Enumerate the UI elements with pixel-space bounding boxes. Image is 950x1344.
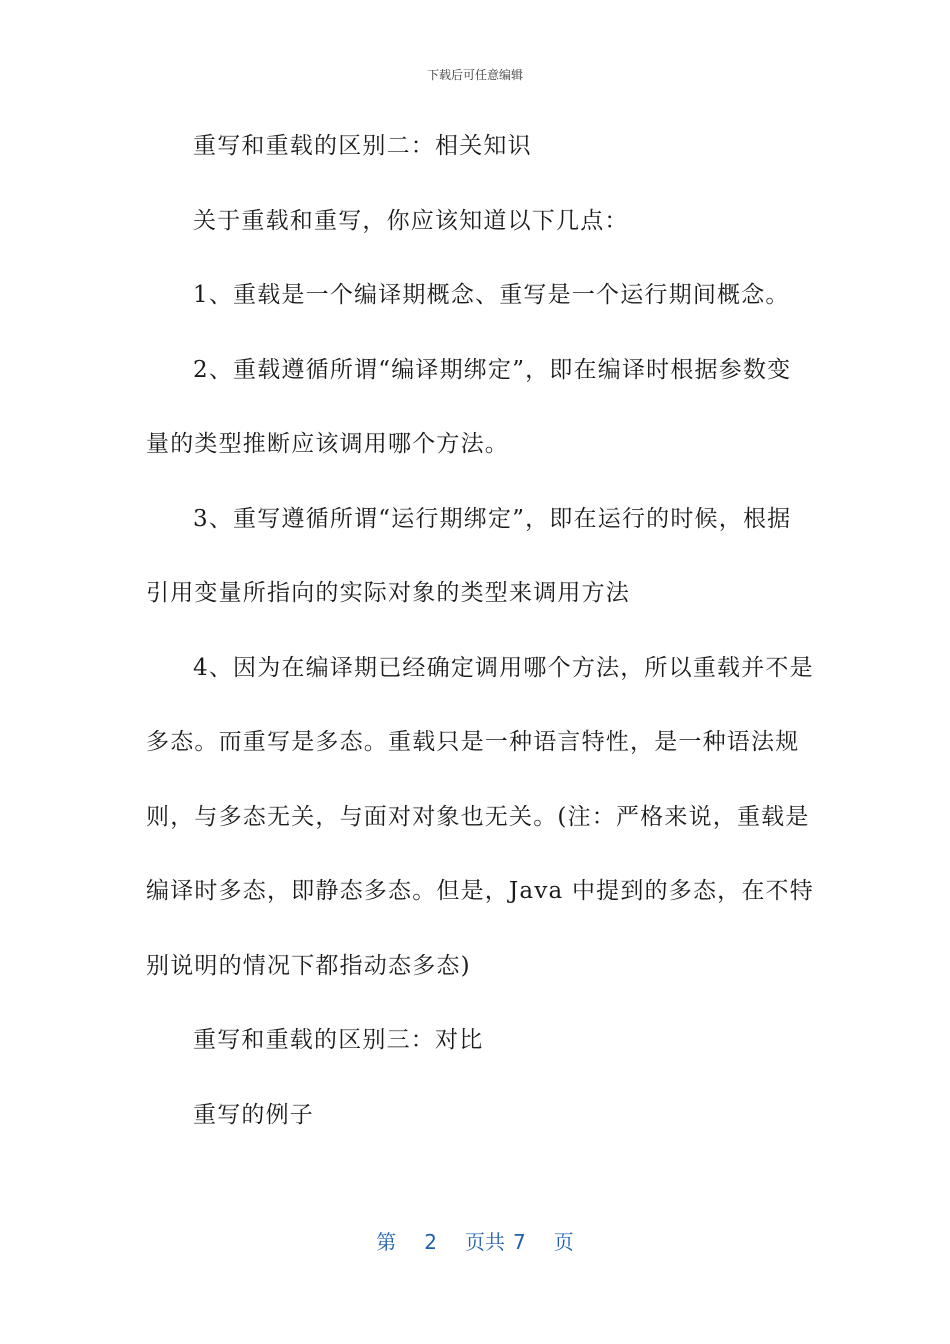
section-heading: 重写和重载的区别二：相关知识 (193, 133, 532, 159)
footer-prefix: 第 (376, 1230, 397, 1254)
footer-middle: 页共 (465, 1230, 505, 1254)
section-heading: 重写的例子 (193, 1101, 314, 1128)
paragraph-line: 多态。而重写是多态。重载只是一种语言特性，是一种语法规 (146, 729, 800, 755)
paragraph-line: 1、重载是一个编译期概念、重写是一个运行期间概念。 (193, 282, 790, 308)
total-pages-number: 7 (513, 1230, 526, 1254)
page-footer (0, 1226, 950, 1255)
header-note: 下载后可任意编辑 (426, 68, 523, 82)
paragraph-line: 则，与多态无关，与面对对象也无关。(注：严格来说，重载是 (146, 803, 810, 830)
paragraph-line: 量的类型推断应该调用哪个方法。 (146, 431, 509, 457)
document-body (146, 124, 814, 1167)
paragraph-line: 关于重载和重写，你应该知道以下几点： (193, 207, 629, 234)
paragraph-line: 别说明的情况下都指动态多态) (146, 952, 471, 979)
paragraph-line: 编译时多态，即静态多态。但是，Java 中提到的多态，在不特 (146, 878, 814, 904)
current-page-number: 2 (424, 1230, 437, 1254)
paragraph-line: 引用变量所指向的实际对象的类型来调用方法 (146, 580, 630, 606)
section-heading: 重写和重载的区别三：对比 (193, 1027, 484, 1053)
paragraph-line: 2、重载遵循所谓“编译期绑定”，即在编译时根据参数变 (193, 356, 792, 383)
paragraph-line: 4、因为在编译期已经确定调用哪个方法，所以重载并不是 (193, 654, 814, 681)
footer-suffix: 页 (553, 1230, 574, 1254)
paragraph-line: 3、重写遵循所谓“运行期绑定”，即在运行的时候，根据 (193, 505, 792, 532)
